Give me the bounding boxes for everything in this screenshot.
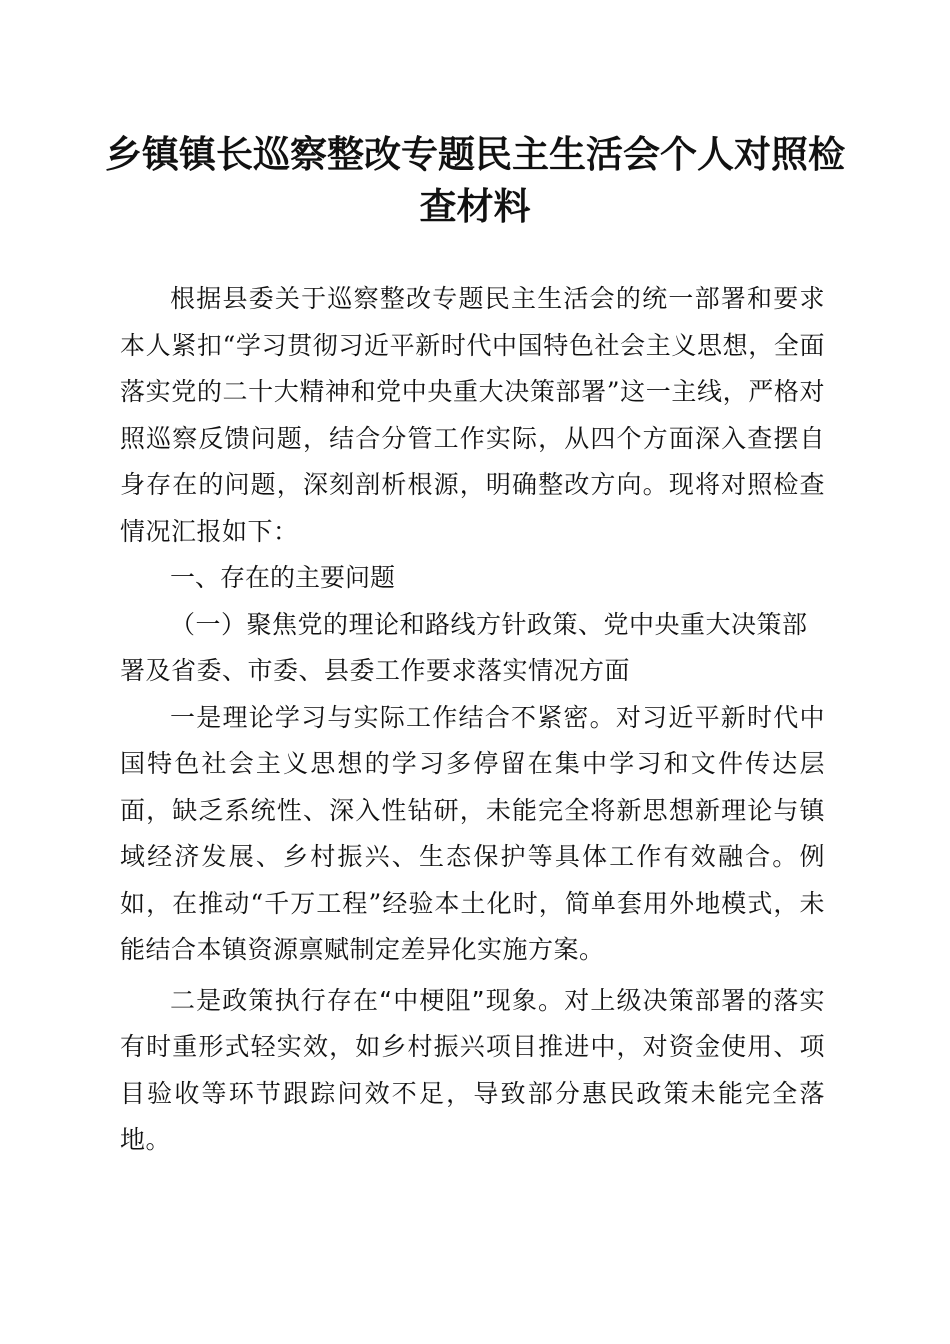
document-title: 乡镇镇长巡察整改专题民主生活会个人对照检查材料 [105, 132, 845, 228]
subsection-heading: （一）聚焦党的理论和路线方针政策、党中央重大决策部署及省委、市委、县委工作要求落实情况方面 [120, 609, 808, 685]
point-two-text: 对上级决策部署的落实有时重形式轻实效，如乡村振兴项目推进中，对资金使用、项目验收等环节跟踪问效不足，导致部分惠民政策未能完全落地。 [120, 985, 825, 1154]
point-one-paragraph [120, 695, 825, 974]
document-body [120, 276, 825, 1164]
point-two-lead: 二是政策执行存在“中梗阻”现象。 [170, 985, 565, 1015]
section-heading: 一、存在的主要问题 [170, 563, 396, 592]
intro-paragraph: 根据县委关于巡察整改专题民主生活会的统一部署和要求本人紧扣“学习贯彻习近平新时代中国特色社会主义思想，全面落实党的二十大精神和党中央重大决策部署”这一主线，严格对照巡察反馈问题，结合分管工作实际，从四个方面深入查摆自身存在的问题，深刻剖析根源，明确整改方向。现将对照检查情况汇报如下： [120, 284, 825, 546]
point-one-text: 对习近平新时代中国特色社会主义思想的学习多停留在集中学习和文件传达层面，缺乏系统性、深入性钻研，未能完全将新思想新理论与镇域经济发展、乡村振兴、生态保护等具体工作有效融合。例如，在推动“千万工程”经验本土化时，简单套用外地模式，未能结合本镇资源禀赋制定差异化实施方案。 [120, 702, 825, 964]
point-two-paragraph [120, 978, 825, 1164]
point-one-lead: 一是理论学习与实际工作结合不紧密。 [170, 702, 616, 732]
